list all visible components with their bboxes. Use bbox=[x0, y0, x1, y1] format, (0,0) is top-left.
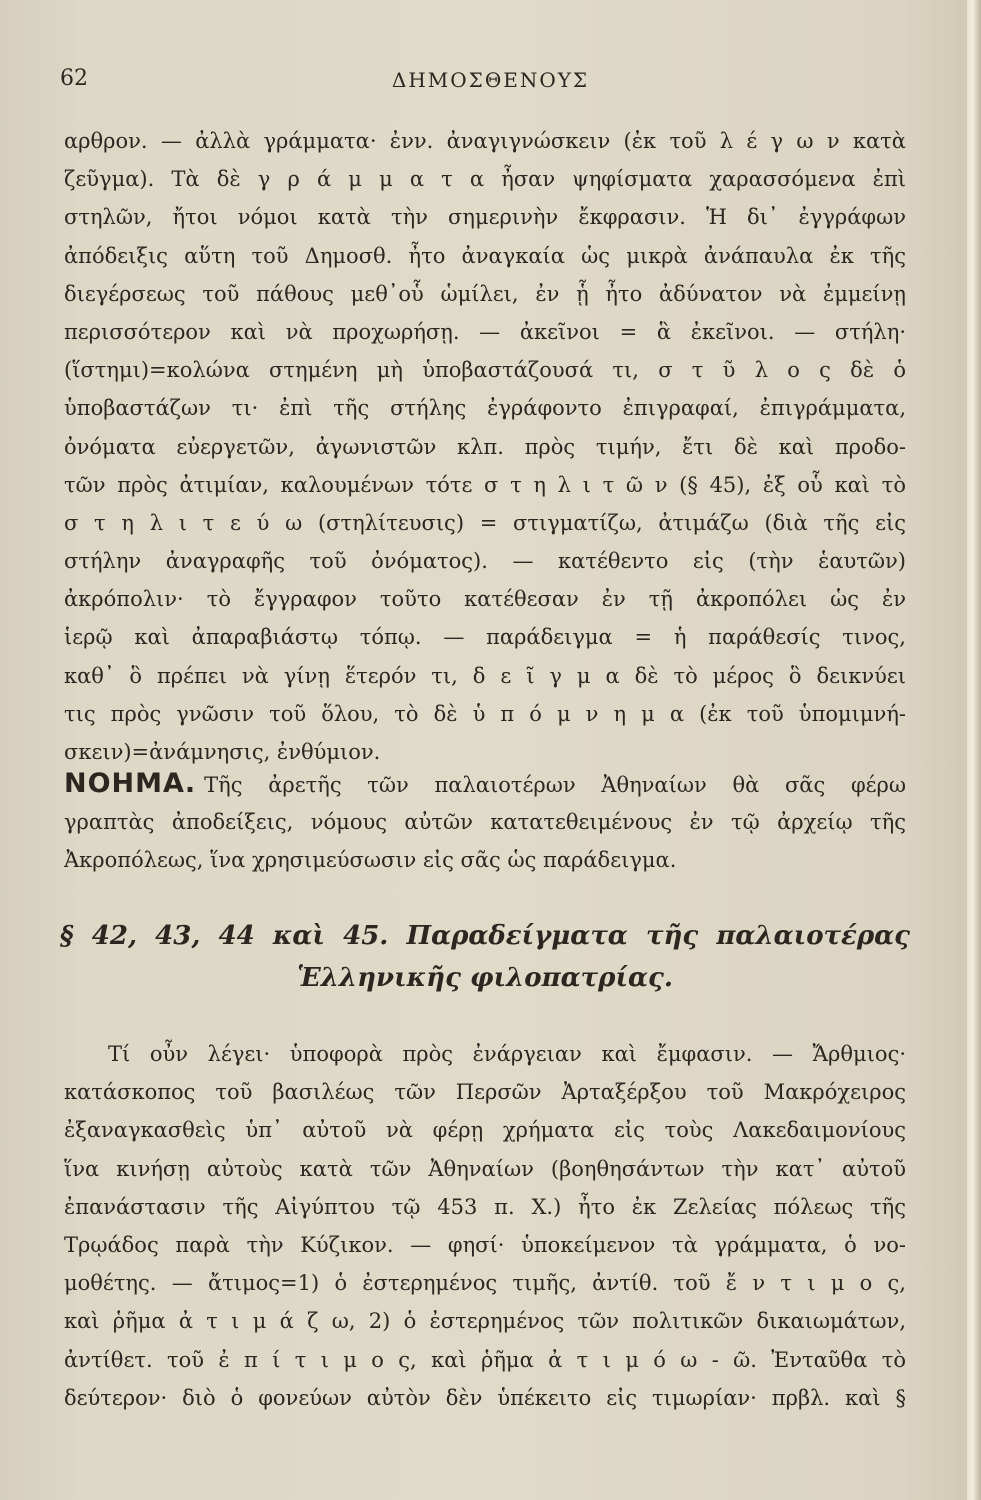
commentary-paragraph bbox=[64, 1035, 906, 1417]
section-heading-line: Ἑλληνικῆς φιλοπατρίας. bbox=[297, 963, 673, 993]
text-line: τῶν πρὸς ἀτιμίαν, καλουμένων τότε σ τ η λ ι τ ῶ ν (§ 45), ἐξ οὗ καὶ τὸ bbox=[64, 472, 906, 497]
text-line: Ἀκροπόλεως, ἵνα χρησιμεύσωσιν εἰς σᾶς ὡς παράδειγμα. bbox=[64, 848, 677, 873]
text-line: ζεῦγμα). Τὰ δὲ γ ρ ά μ μ α τ α ἦσαν ψηφίσματα χαρασσόμενα ἐπὶ bbox=[64, 167, 906, 192]
text-line: (ἵστημι)=κολώνα στημένη μὴ ὑποβαστάζουσά τι, σ τ ῦ λ ο ς δὲ ὁ bbox=[64, 358, 906, 383]
text-line: σκειν)=ἀνάμνησις, ἐνθύμιον. bbox=[64, 740, 381, 764]
text-line: μοθέτης. — ἄτιμος=1) ὁ ἐστερημένος τιμῆς, ἀντίθ. τοῦ ἔ ν τ ι μ ο ς, bbox=[64, 1271, 906, 1296]
text-line: αρθρον. — ἀλλὰ γράμματα· ἐνν. ἀναγιγνώσκειν (ἐκ τοῦ λ έ γ ω ν κατὰ bbox=[64, 129, 906, 153]
text-line: καθ᾽ ὃ πρέπει νὰ γίνῃ ἕτερόν τι, δ ε ῖ γ μ α δὲ τὸ μέρος ὃ δεικνύει bbox=[64, 663, 906, 688]
text-line: ἐξαναγκασθεὶς ὑπ᾽ αὐτοῦ νὰ φέρῃ χρήματα εἰς τοὺς Λακεδαιμονίους bbox=[64, 1118, 906, 1143]
text-line: καὶ ῥῆμα ἀ τ ι μ ά ζ ω, 2) ὁ ἐστερημένος τῶν πολιτικῶν δικαιωμάτων, bbox=[64, 1309, 906, 1334]
text-line: ἀντίθετ. τοῦ ἐ π ί τ ι μ ο ς, καὶ ῥῆμα ἀ τ ι μ ό ω - ῶ. Ἐνταῦθα τὸ bbox=[64, 1347, 906, 1372]
text-line: ἱερῷ καὶ ἀπαραβιάστῳ τόπῳ. — παράδειγμα = ἡ παράθεσίς τινος, bbox=[64, 625, 906, 650]
text-line: ὀνόματα εὐεργετῶν, ἀγωνιστῶν κλπ. πρὸς τιμήν, ἔτι δὲ καὶ προδο- bbox=[64, 434, 906, 459]
text-line: στηλῶν, ἤτοι νόμοι κατὰ τὴν σημερινὴν ἔκφρασιν. Ἡ δι᾽ ἐγγράφων bbox=[64, 205, 906, 230]
note-paragraph bbox=[64, 122, 906, 771]
text-line: ἐπανάστασιν τῆς Αἰγύπτου τῷ 453 π. Χ.) ἦτο ἐκ Ζελείας πόλεως τῆς bbox=[64, 1194, 906, 1219]
text-line: περισσότερον καὶ νὰ προχωρήσῃ. — ἀκεῖνοι = ἃ ἐκεῖνοι. — στήλη· bbox=[64, 319, 906, 344]
text-line: Τρῳάδος παρὰ τὴν Κύζικον. — φησί· ὑποκείμενον τὰ γράμματα, ὁ νο- bbox=[64, 1232, 906, 1257]
running-head: ΔΗΜΟΣΘΕΝΟΥΣ bbox=[391, 68, 590, 92]
text-line: γραπτὰς ἀποδείξεις, νόμους αὐτῶν κατατεθειμένους ἐν τῷ ἀρχείῳ τῆς bbox=[64, 810, 906, 835]
text-line: ὑποβαστάζων τι· ἐπὶ τῆς στήλης ἐγράφοντο ἐπιγραφαί, ἐπιγράμματα, bbox=[64, 396, 906, 421]
text-line: δεύτερον· διὸ ὁ φονεύων αὐτὸν δὲν ὑπέκειτο εἰς τιμωρίαν· πρβλ. καὶ § bbox=[64, 1385, 906, 1410]
text-line: στήλην ἀναγραφῆς τοῦ ὀνόματος). — κατέθεντο εἰς (τὴν ἑαυτῶν) bbox=[64, 549, 906, 574]
text-line: τις πρὸς γνῶσιν τοῦ ὅλου, τὸ δὲ ὑ π ό μ ν η μ α (ἐκ τοῦ ὑπομιμνή- bbox=[64, 701, 906, 726]
text-line: κατάσκοπος τοῦ βασιλέως τῶν Περσῶν Ἀρταξέρξου τοῦ Μακρόχειρος bbox=[64, 1080, 906, 1105]
noima-text: Τῆς ἀρετῆς τῶν παλαιοτέρων Ἀθηναίων θὰ σᾶς φέρω bbox=[204, 773, 906, 797]
text-line: Τί οὖν λέγει· ὑποφορὰ πρὸς ἐνάργειαν καὶ ἔμφασιν. — Ἄρθμιος· bbox=[108, 1042, 906, 1066]
text-line bbox=[64, 765, 906, 803]
page-edge bbox=[967, 0, 981, 1500]
noima-label: ΝΟΗΜΑ. bbox=[64, 768, 197, 799]
text-line: ἀπόδειξις αὕτη τοῦ Δημοσθ. ἦτο ἀναγκαία ὡς μικρὰ ἀνάπαυλα ἐκ τῆς bbox=[64, 243, 906, 268]
text-line: ἵνα κινήσῃ αὐτοὺς κατὰ τῶν Ἀθηναίων (βοηθησάντων τὴν κατ᾽ αὐτοῦ bbox=[64, 1156, 906, 1181]
section-heading bbox=[60, 915, 910, 957]
text-line: διεγέρσεως τοῦ πάθους μεθ᾽οὗ ὡμίλει, ἐν ᾗ ἦτο ἀδύνατον νὰ ἐμμείνῃ bbox=[64, 281, 906, 306]
text-line: σ τ η λ ι τ ε ύ ω (στηλίτευσις) = στιγματίζω, ἀτιμάζω (διὰ τῆς εἰς bbox=[64, 510, 906, 535]
section-heading-line: § 42, 43, 44 καὶ 45. Παραδείγματα τῆς παλαιοτέρας bbox=[60, 921, 910, 951]
noima-paragraph bbox=[64, 765, 906, 880]
page-number: 62 bbox=[60, 66, 88, 91]
text-line: ἀκρόπολιν· τὸ ἔγγραφον τοῦτο κατέθεσαν ἐν τῇ ἀκροπόλει ὡς ἐν bbox=[64, 587, 906, 612]
section-heading-continued bbox=[60, 957, 910, 999]
